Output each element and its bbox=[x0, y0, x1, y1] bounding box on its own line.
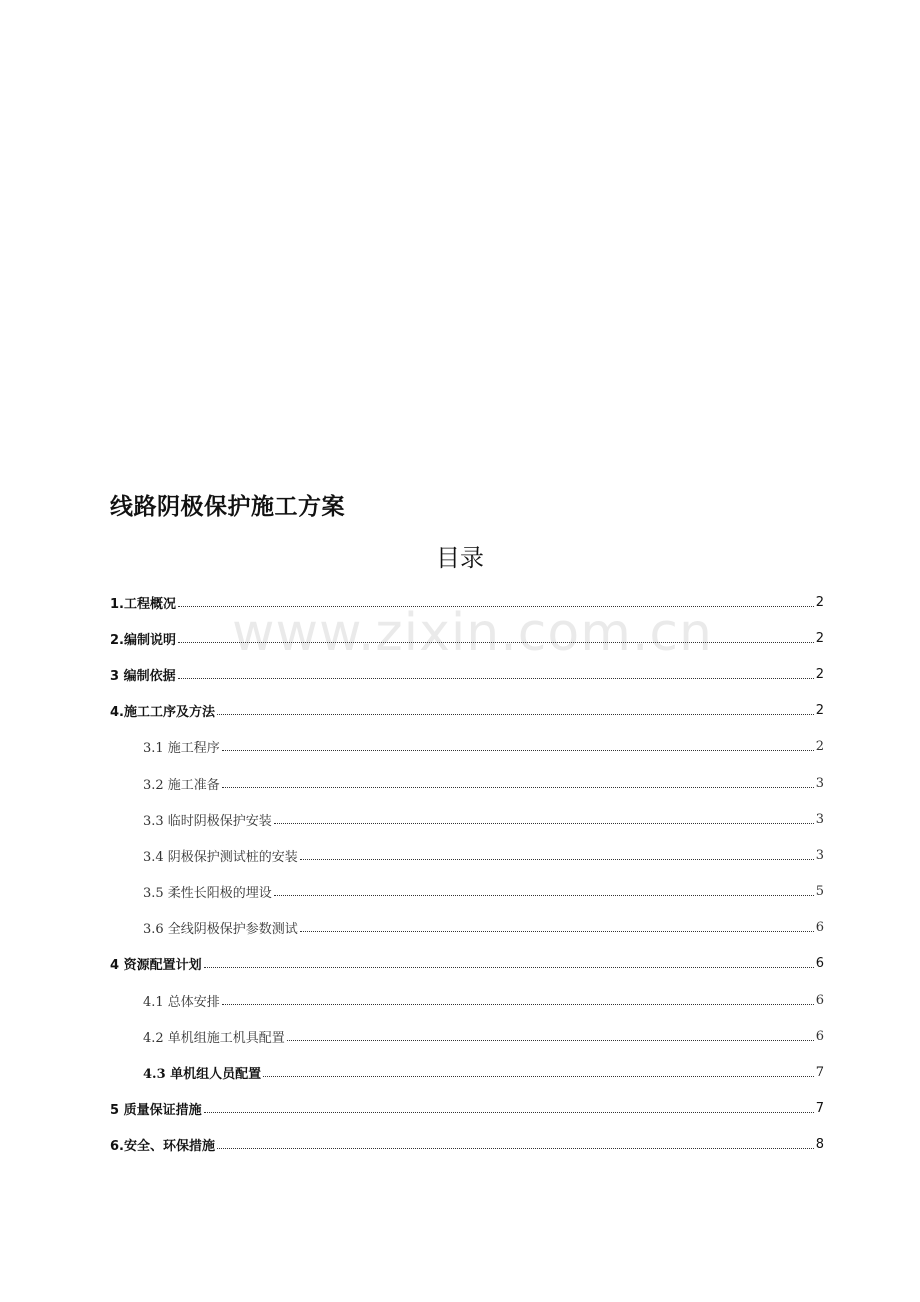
toc-entry-title: 3.1 施工程序 bbox=[143, 741, 220, 757]
toc-entry-page-number: 6 bbox=[815, 1028, 824, 1044]
toc-entry-page-number: 7 bbox=[815, 1065, 824, 1081]
toc-entry[interactable] bbox=[110, 1054, 824, 1090]
toc-leader-dots bbox=[300, 931, 814, 932]
toc-leader-dots bbox=[274, 823, 814, 824]
toc-entry-page-number: 2 bbox=[815, 666, 824, 682]
toc-entry-title: 4.施工工序及方法 bbox=[110, 705, 215, 721]
toc-entry-page-number: 2 bbox=[815, 630, 824, 646]
toc-entry-title: 2.编制说明 bbox=[110, 632, 176, 648]
toc-entry-title: 1.工程概况 bbox=[110, 596, 176, 612]
toc-entry-title: 4.3 单机组人员配置 bbox=[143, 1067, 262, 1083]
toc-leader-dots bbox=[178, 678, 814, 679]
toc-leader-dots bbox=[178, 606, 814, 607]
toc-leader-dots bbox=[274, 895, 814, 896]
toc-entry[interactable] bbox=[110, 874, 824, 910]
toc-entry-page-number: 6 bbox=[815, 956, 824, 972]
toc-entry-title: 5 质量保证措施 bbox=[110, 1103, 202, 1119]
toc-entry-page-number: 7 bbox=[815, 1101, 824, 1117]
toc-entry-page-number: 6 bbox=[815, 992, 824, 1008]
toc-entry[interactable] bbox=[110, 656, 824, 692]
toc-leader-dots bbox=[217, 1148, 814, 1149]
toc-entry-title: 4.1 总体安排 bbox=[143, 994, 220, 1010]
toc-entry-page-number: 6 bbox=[815, 920, 824, 936]
toc-leader-dots bbox=[287, 1040, 814, 1041]
toc-entry[interactable] bbox=[110, 765, 824, 801]
toc-entry[interactable] bbox=[110, 982, 824, 1018]
toc-entry-title: 3.3 临时阴极保护安装 bbox=[143, 813, 272, 829]
document-title: 线路阴极保护施工方案 bbox=[110, 493, 345, 520]
toc-entry[interactable] bbox=[110, 946, 824, 982]
toc-leader-dots bbox=[204, 967, 814, 968]
toc-leader-dots bbox=[300, 859, 814, 860]
toc-entry[interactable] bbox=[110, 620, 824, 656]
toc-leader-dots bbox=[204, 1112, 814, 1113]
toc-entry-page-number: 2 bbox=[815, 703, 824, 719]
toc-entry-page-number: 2 bbox=[815, 594, 824, 610]
toc-entry-title: 4 资源配置计划 bbox=[110, 958, 202, 974]
toc-leader-dots bbox=[217, 714, 814, 715]
toc-entry-title: 6.安全、环保措施 bbox=[110, 1139, 215, 1155]
toc-entry[interactable] bbox=[110, 693, 824, 729]
toc-entry[interactable] bbox=[110, 910, 824, 946]
toc-entry-title: 3.6 全线阴极保护参数测试 bbox=[143, 922, 298, 938]
toc-entry[interactable] bbox=[110, 1018, 824, 1054]
toc-entry-page-number: 3 bbox=[815, 775, 824, 791]
toc-entry[interactable] bbox=[110, 1091, 824, 1127]
toc-heading: 目录 bbox=[436, 544, 484, 572]
toc-entry-page-number: 3 bbox=[815, 847, 824, 863]
toc-entry[interactable] bbox=[110, 801, 824, 837]
table-of-contents bbox=[110, 584, 824, 1163]
toc-leader-dots bbox=[178, 642, 814, 643]
toc-entry-title: 4.2 单机组施工机具配置 bbox=[143, 1030, 285, 1046]
toc-leader-dots bbox=[222, 750, 814, 751]
toc-entry[interactable] bbox=[110, 729, 824, 765]
toc-entry-page-number: 2 bbox=[815, 739, 824, 755]
toc-entry-page-number: 3 bbox=[815, 811, 824, 827]
toc-entry-title: 3 编制依据 bbox=[110, 668, 176, 684]
toc-entry[interactable] bbox=[110, 1127, 824, 1163]
watermark: www.zixin.com.cn bbox=[232, 603, 713, 663]
toc-entry-title: 3.5 柔性长阳极的埋设 bbox=[143, 886, 272, 902]
toc-leader-dots bbox=[263, 1076, 814, 1077]
toc-leader-dots bbox=[222, 1004, 814, 1005]
toc-entry-title: 3.2 施工准备 bbox=[143, 777, 220, 793]
toc-entry[interactable] bbox=[110, 584, 824, 620]
toc-entry-page-number: 8 bbox=[815, 1137, 824, 1153]
toc-entry[interactable] bbox=[110, 837, 824, 873]
toc-entry-page-number: 5 bbox=[815, 884, 824, 900]
toc-leader-dots bbox=[222, 787, 814, 788]
toc-entry-title: 3.4 阴极保护测试桩的安装 bbox=[143, 849, 298, 865]
